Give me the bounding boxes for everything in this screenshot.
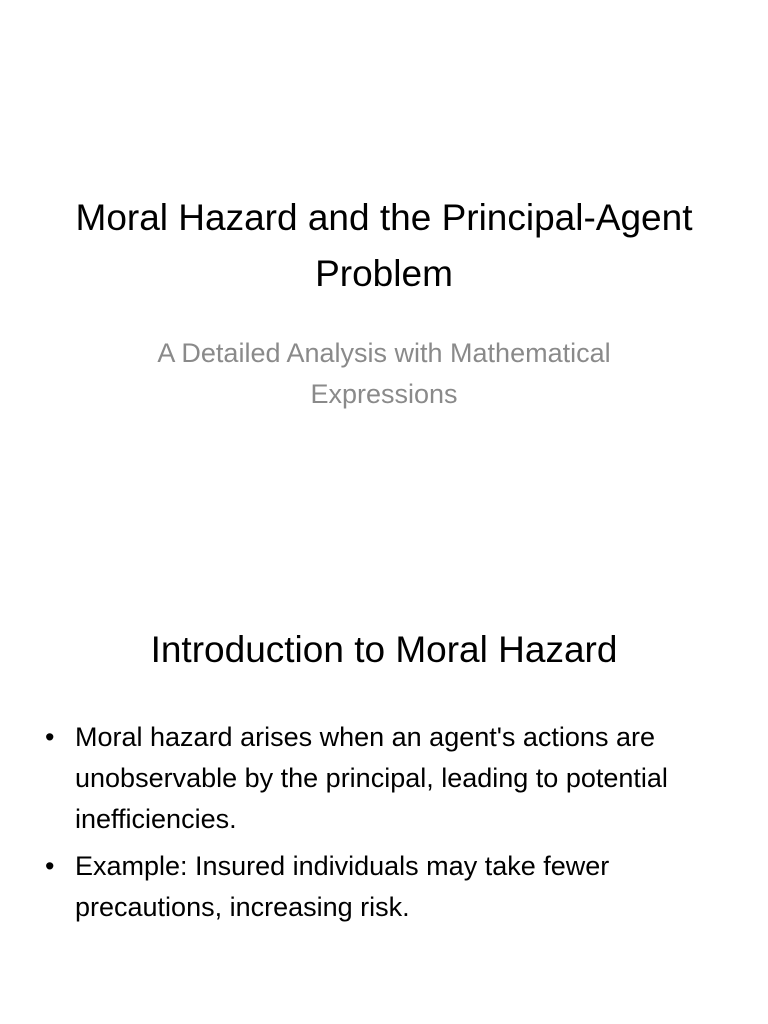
bullet-text: Moral hazard arises when an agent's actions are unobservable by the principal, leading to potential inefficiencies. [75,722,668,834]
bullet-text: Example: Insured individuals may take fewer precautions, increasing risk. [75,851,610,922]
slide-title: Moral Hazard and the Principal-Agent Problem [75,197,693,294]
bullet-icon: • [45,851,55,881]
slide-title: Introduction to Moral Hazard [150,629,618,670]
bullet-item [40,846,720,928]
bullet-list [40,717,720,934]
content-slide [0,512,768,1024]
bullet-icon: • [45,722,55,752]
bullet-item [40,717,720,840]
slide-subtitle: A Detailed Analysis with Mathematical Expressions [157,338,611,409]
